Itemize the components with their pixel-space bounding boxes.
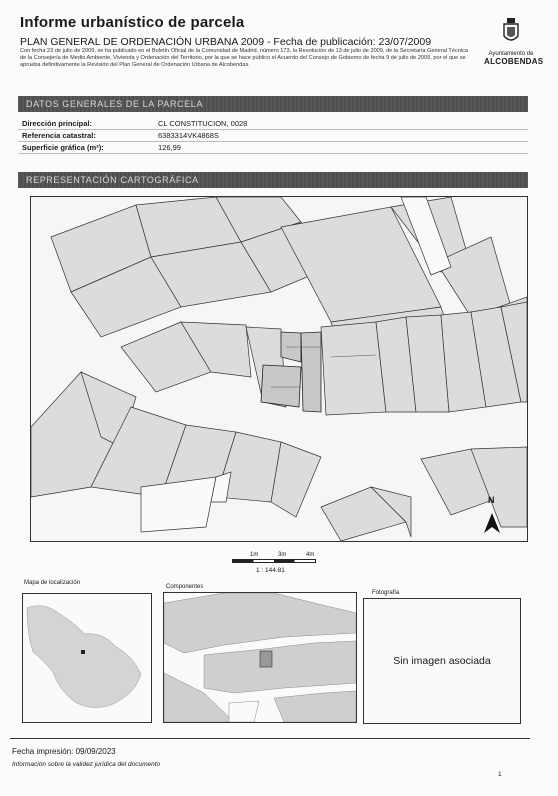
table-row [18,130,528,142]
page-number: 1 [498,771,502,778]
coat-of-arms-icon [503,18,519,44]
scale-tick-2: 3m [278,552,287,558]
page-title: Informe urbanístico de parcela [20,14,245,31]
print-date: Fecha impresión: 09/09/2023 [12,747,116,756]
components-map [163,592,357,723]
location-map-label: Mapa de localización [24,580,81,586]
north-label: N [488,495,495,505]
location-map-drawing [23,594,151,722]
scale-ratio: 1 : 144.81 [256,567,285,574]
cadastral-map-drawing [31,197,527,541]
section-general: DATOS GENERALES DE LA PARCELA [18,96,528,112]
legal-validity-link[interactable]: Información sobre la validez jurídica del documento [12,761,161,768]
row-label: Referencia catastral: [22,131,96,140]
photo-panel [363,598,521,724]
north-arrow-icon [483,505,501,535]
location-map [22,593,152,723]
scale-tick-1: 1m [250,552,259,558]
parcel-data-table [18,118,528,154]
logo-line1: Ayuntamiento de [488,51,534,57]
row-value: 6383314VK4868S [158,131,219,140]
scale-graphic [232,559,316,563]
plan-subtitle: PLAN GENERAL DE ORDENACIÓN URBANA 2009 - Fecha de publicación: 23/07/2009 [20,36,432,48]
row-label: Superficie gráfica (m²): [22,143,104,152]
row-value: 126,99 [158,143,181,152]
components-label: Componentes [166,584,204,590]
table-row [18,118,528,130]
cadastral-map [30,196,528,542]
intro-paragraph: Con fecha 23 de julio de 2009, se ha publicado en el Boletín Oficial de la Comunidad de Madrid, número 173, la Resolución de 13 de julio de 2009, de la Secretaría General Técnica de la Consejería de Medio Ambiente, Vivienda y Ordenación del Territorio, por la que se hace público el Acuerdo del Consejo de Gobierno de fecha 9 de julio de 2009, por el que se aprueba definitivamente la Revisión del Plan General de Ordenación Urbana de Alcobendas. [20,48,468,68]
no-image-text: Sin imagen asociada [393,655,491,667]
table-row [18,142,528,154]
row-label: Dirección principal: [22,119,93,128]
section-cartography: REPRESENTACIÓN CARTOGRÁFICA [18,172,528,188]
logo-line2: ALCOBENDAS [484,57,544,66]
row-value: CL CONSTITUCION, 0028 [158,119,248,128]
photo-label: Fotografía [372,590,400,596]
footer-divider [10,738,530,739]
components-map-drawing [164,593,356,722]
scale-bar [232,552,322,572]
municipality-logo [484,18,544,66]
scale-tick-3: 4m [306,552,315,558]
